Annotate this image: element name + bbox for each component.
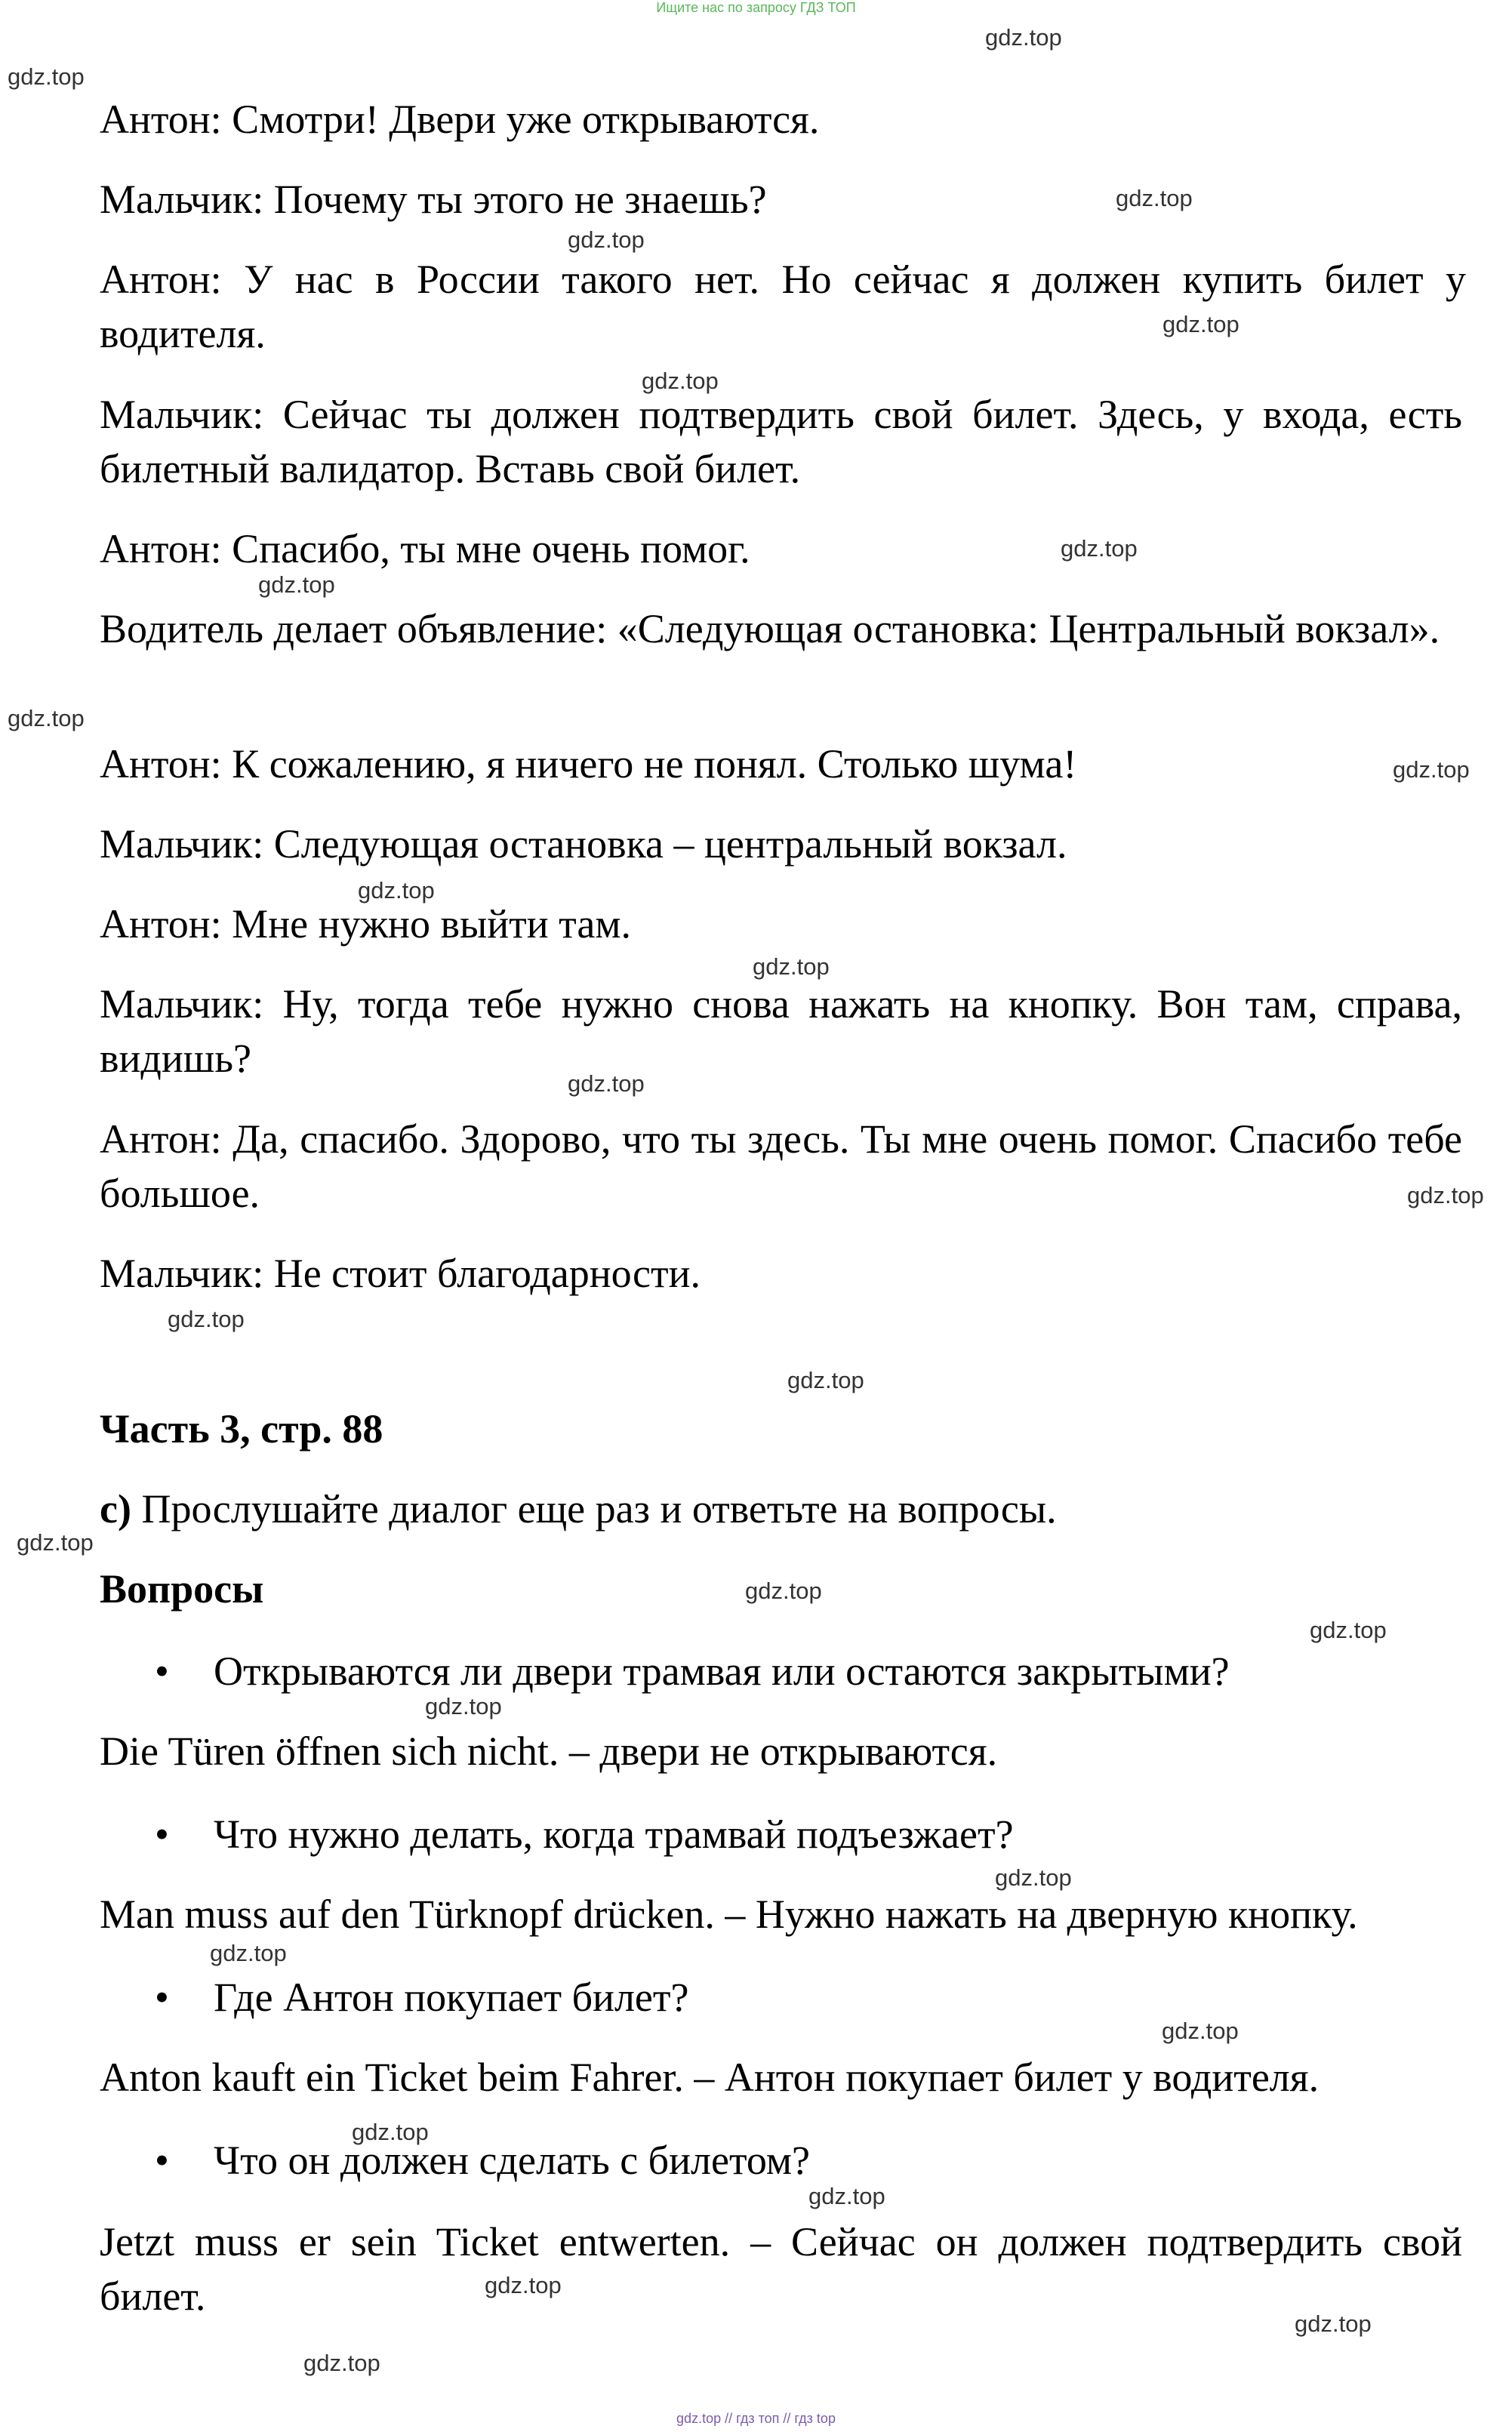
watermark: gdz.top [485, 2272, 562, 2298]
task-line [100, 1482, 1458, 1536]
watermark: gdz.top [1162, 311, 1239, 337]
watermark: gdz.top [303, 2350, 380, 2376]
question-2: Что нужно делать, когда трамвай подъезжает? [214, 1812, 1014, 1857]
watermark: gdz.top [1061, 535, 1138, 562]
watermark: gdz.top [258, 571, 335, 598]
dialog-line-12: Мальчик: Не стоит благодарности. [100, 1251, 701, 1296]
question-4: Что он должен сделать с билетом? [214, 2138, 810, 2183]
watermark: gdz.top [753, 953, 830, 980]
watermark: gdz.top [787, 1367, 864, 1393]
watermark: gdz.top [8, 705, 85, 731]
watermark: gdz.top [808, 2183, 885, 2209]
question-3: Где Антон покупает билет? [214, 1975, 689, 2020]
dialog-line-9: Антон: Мне нужно выйти там. [100, 901, 632, 947]
watermark: gdz.top [642, 368, 719, 394]
task-text: Прослушайте диалог еще раз и ответьте на вопросы. [141, 1486, 1057, 1532]
watermark: gdz.top [568, 1070, 645, 1097]
dialog-line-1: Антон: Смотри! Двери уже открываются. [100, 97, 820, 142]
watermark: gdz.top [8, 63, 85, 90]
watermark: gdz.top [210, 1940, 287, 1966]
dialog-line-3: Антон: У нас в России такого нет. Но сейчас я должен купить билет у водителя. [100, 257, 1466, 356]
watermark: gdz.top [352, 2119, 429, 2145]
watermark: gdz.top [425, 1693, 502, 1719]
dialog-line-6: Водитель делает объявление: «Следующая остановка: Центральный вокзал». [100, 606, 1440, 651]
watermark: gdz.top [1116, 185, 1193, 211]
watermark: gdz.top [1393, 756, 1470, 783]
bullet-icon: • [155, 1812, 169, 1857]
questions-title: Вопросы [100, 1566, 264, 1612]
answer-2: Man muss auf den Türknopf drücken. – Нужно нажать на дверную кнопку. [100, 1892, 1358, 1937]
dialog-line-8: Мальчик: Следующая остановка – центральный вокзал. [100, 821, 1067, 867]
watermark: gdz.top [358, 877, 435, 904]
question-1: Открываются ли двери трамвая или остаются закрытыми? [214, 1649, 1230, 1694]
watermark: gdz.top [1295, 2310, 1372, 2337]
dialog-line-2: Мальчик: Почему ты этого не знаешь? [100, 177, 767, 222]
watermark: gdz.top [568, 226, 645, 253]
answer-3: Anton kauft ein Ticket beim Fahrer. – Антон покупает билет у водителя. [100, 2055, 1320, 2100]
watermark: gdz.top [1310, 1617, 1387, 1643]
answer-1: Die Türen öffnen sich nicht. – двери не открываются. [100, 1729, 998, 1774]
dialog-line-10: Мальчик: Ну, тогда тебе нужно снова нажать на кнопку. Вон там, справа, видишь? [100, 981, 1462, 1081]
bullet-icon: • [155, 1975, 169, 2020]
task-label: c) [100, 1486, 131, 1532]
watermark: gdz.top [1407, 1182, 1484, 1208]
watermark: gdz.top [17, 1529, 94, 1556]
dialog-line-7: Антон: К сожалению, я ничего не понял. Столько шума! [100, 741, 1077, 787]
watermark: gdz.top [1162, 2018, 1239, 2044]
bullet-icon: • [155, 1649, 169, 1694]
watermark: gdz.top [745, 1578, 822, 1604]
top-banner: Ищите нас по запросу ГДЗ ТОП [656, 0, 856, 15]
dialog-line-11: Антон: Да, спасибо. Здорово, что ты здесь. Ты мне очень помог. Спасибо тебе большое. [100, 1116, 1462, 1216]
watermark: gdz.top [995, 1864, 1072, 1891]
watermark: gdz.top [985, 24, 1062, 51]
watermark: gdz.top [168, 1306, 245, 1332]
dialog-line-4: Мальчик: Сейчас ты должен подтвердить свой билет. Здесь, у входа, есть билетный валидатор. Вставь свой билет. [100, 392, 1462, 491]
footer: gdz.top // гдз топ // гдз top [676, 2411, 836, 2426]
answer-4: Jetzt muss er sein Ticket entwerten. – Сейчас он должен подтвердить свой билет. [100, 2219, 1462, 2319]
bullet-icon: • [155, 2138, 169, 2183]
section-title: Часть 3, стр. 88 [100, 1406, 383, 1452]
dialog-line-5: Антон: Спасибо, ты мне очень помог. [100, 526, 750, 571]
